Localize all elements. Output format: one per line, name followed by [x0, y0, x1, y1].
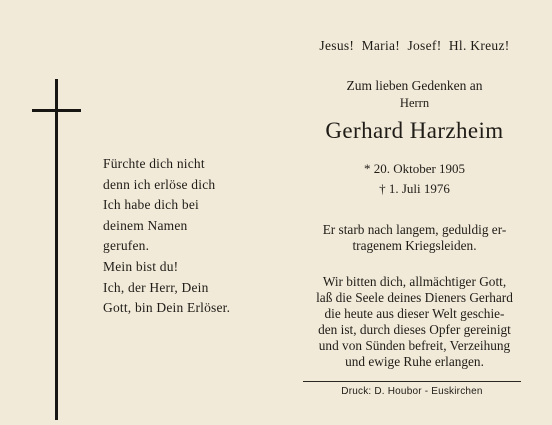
invocation: Jesus! Maria! Josef! Hl. Kreuz!: [319, 38, 510, 53]
bible-verse: [103, 154, 230, 319]
verse-line: Gott, bin Dein Erlöser.: [103, 300, 231, 316]
birth-date: * 20. Oktober 1905: [363, 161, 466, 176]
verse-line: Ich habe dich bei: [103, 197, 199, 213]
prayer-line: Wir bitten dich, allmächtiger Gott,: [322, 274, 507, 289]
prayer-line: und von Sünden befreit, Verzeihung: [318, 338, 511, 354]
death-date: † 1. Juli 1976: [379, 181, 450, 196]
death-note-line: tragenem Kriegsleiden.: [352, 238, 477, 253]
prayer-line: den ist, durch dieses Opfer gereinigt: [318, 322, 511, 338]
salutation: Herrn: [399, 96, 430, 110]
divider: [303, 381, 521, 382]
verse-line: gerufen.: [103, 238, 150, 254]
cross-horizontal-bar: [32, 109, 81, 112]
death-note-line: Er starb nach langem, geduldig er-: [322, 222, 507, 237]
prayer-line: laß die Seele deines Dieners Gerhard: [316, 290, 513, 306]
cross-vertical-bar: [55, 79, 58, 420]
verse-line: Ich, der Herr, Dein: [103, 279, 209, 295]
verse-line: deinem Namen: [103, 217, 188, 233]
memorial-heading: Zum lieben Gedenken an: [346, 78, 483, 93]
prayer-line: die heute aus dieser Welt geschie-: [324, 306, 505, 322]
death-note: [292, 222, 537, 254]
verse-line: denn ich erlöse dich: [103, 176, 216, 192]
printer-credit: Druck: D. Houbor - Euskirchen: [341, 386, 483, 397]
verse-line: Mein bist du!: [103, 258, 179, 274]
verse-line: Fürchte dich nicht: [103, 156, 205, 171]
prayer-line: und ewige Ruhe erlangen.: [345, 354, 484, 370]
prayer: [292, 274, 537, 371]
deceased-name: Gerhard Harzheim: [325, 118, 504, 143]
